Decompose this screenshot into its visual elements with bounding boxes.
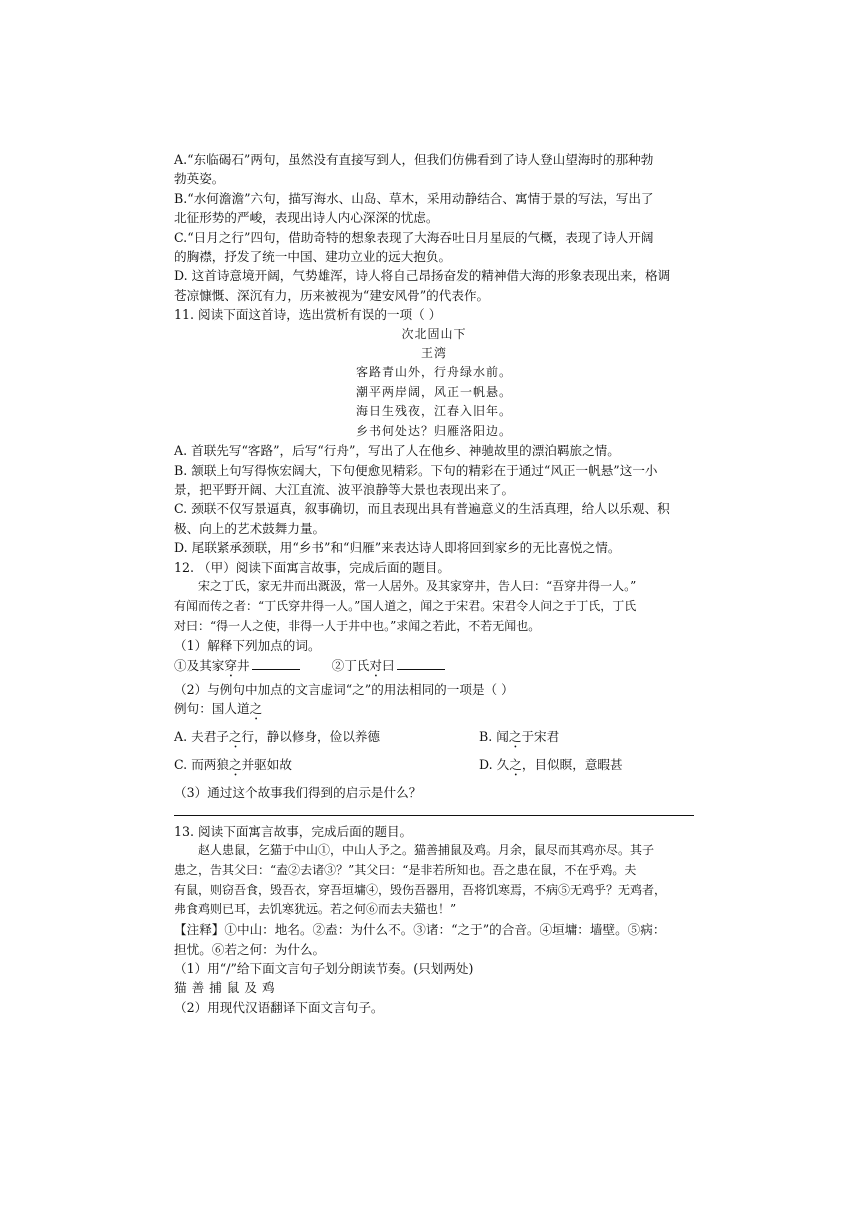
sub-question-1: （1）解释下列加点的词。 xyxy=(174,638,321,654)
poem-author: 王湾 xyxy=(420,346,447,361)
option-c-line-1: C. 颈联不仅写景逼真，叙事确切，而且表现出具有普遍意义的生活真理，给人以乐观、积 xyxy=(174,501,670,517)
rhythm-sentence[interactable]: 猫善捕鼠及鸡 xyxy=(174,980,280,996)
option-d: D. 久之，目似瞑，意暇甚 xyxy=(479,757,623,773)
sub-question-2: （2）与例句中加点的文言虚词“之”的用法相同的一项是（ ） xyxy=(174,681,514,697)
question-13-stem: 13. 阅读下面寓言故事，完成后面的题目。 xyxy=(174,823,413,839)
option-a-line-1: A.“东临碣石”两句，虽然没有直接写到人，但我们仿佛看到了诗人登山望海时的那种勃 xyxy=(174,152,654,167)
passage-line: 有鼠，则窃吾食，毁吾衣，穿吾垣墉④，毁伤吾器用，吾将饥寒焉，不病⑤无鸡乎？无鸡者， xyxy=(174,882,667,897)
question-11 xyxy=(174,305,694,557)
passage-line: 对曰：“得一人之使，非得一人于井中也。”求闻之若此，不若无闻也。 xyxy=(174,618,541,633)
sub-question-3: （3）通过这个故事我们得到的启示是什么？ xyxy=(174,785,422,801)
passage-line: 患之，告其父曰：“盍②去诸③？”其父曰：“是非若所知也。吾之患在鼠，不在乎鸡。夫 xyxy=(174,862,637,877)
passage-line: 宋之丁氏，家无井而出溉汲，常一人居外。及其家穿井，告人曰：“吾穿井得一人。” xyxy=(198,578,637,593)
question-11-stem: 11. 阅读下面这首诗，选出赏析有误的一项（ ） xyxy=(174,307,442,323)
option-b-line-2: 北征形势的严峻，表现出诗人内心深深的忧虑。 xyxy=(174,210,439,226)
options-row-1 xyxy=(174,727,694,751)
passage-line: 弗食鸡则已耳，去饥寒犹远。若之何⑥而去夫猫也！” xyxy=(174,902,457,917)
option-c: C. 而两狼之并驱如故 xyxy=(174,757,292,773)
exam-page xyxy=(174,150,694,1017)
option-c-line-2: 的胸襟，抒发了统一中国、建功立业的远大抱负。 xyxy=(174,249,452,265)
answer-line[interactable] xyxy=(174,815,694,816)
option-b-line-1: B.“水何澹澹”六句，描写海水、山岛、草木，采用动静结合、寓情于景的写法，写出了 xyxy=(174,190,654,206)
example-sentence: 例句：国人道之 xyxy=(174,701,263,717)
options-row-2 xyxy=(174,755,694,779)
sub-question-1: （1）用“/”给下面文言句子划分朗读节奏。(只划两处) xyxy=(174,960,474,976)
option-d-line-2: 苍凉慷慨、深沉有力，历来被视为“建安风骨”的代表作。 xyxy=(174,287,490,303)
option-d: D. 尾联紧承颈联，用“乡书”和“归雁”来表达诗人即将回到家乡的无比喜悦之情。 xyxy=(174,540,621,556)
option-b: B. 闻之于宋君 xyxy=(479,729,560,745)
annotation-line-1: 【注释】①中山：地名。②盍：为什么不。③诸：“之于”的合音。④垣墉：墙壁。⑤病： xyxy=(174,922,666,938)
sub-question-2: （2）用现代汉语翻译下面文言句子。 xyxy=(174,999,384,1015)
poem-title: 次北固山下 xyxy=(401,326,467,341)
question-10-options xyxy=(174,150,694,305)
option-d-line-1: D. 这首诗意境开阔，气势雄浑，诗人将自己昂扬奋发的精神借大海的形象表现出来，格调 xyxy=(174,268,671,284)
question-12-stem: 12. （甲）阅读下面寓言故事，完成后面的题目。 xyxy=(174,559,450,575)
option-a: A. 首联先写“客路”，后写“行舟”，写出了人在他乡、神驰故里的漂泊羁旅之情。 xyxy=(174,443,620,459)
option-c-line-2: 极、向上的艺术鼓舞力量。 xyxy=(174,520,326,536)
option-c-line-1: C.“日月之行”四句，借助奇特的想象表现了大海吞吐日月星辰的气概，表现了诗人开阔 xyxy=(174,229,654,245)
poem-line: 客路青山外，行舟绿水前。 xyxy=(355,365,512,380)
annotation-line-2: 担忧。⑥若之何：为什么。 xyxy=(174,941,326,957)
answer-blank[interactable] xyxy=(397,657,445,670)
passage-line: 赵人患鼠，乞猫于中山①，中山人予之。猫善捕鼠及鸡。月余，鼠尽而其鸡亦尽。其子 xyxy=(198,842,655,857)
option-b-line-1: B. 颔联上句写得恢宏阔大，下句便愈见精彩。下句的精彩在于通过“风正一帆悬”这一小 xyxy=(174,462,658,478)
passage-line: 有闻而传之者：“丁氏穿井得一人。”国人道之，闻之于宋君。宋君令人问之于丁氏，丁氏 xyxy=(174,598,637,613)
poem-line: 潮平两岸阔，风正一帆悬。 xyxy=(355,384,512,399)
sub-question-1-items: ①及其家穿井 ②丁氏对曰 xyxy=(174,656,694,680)
question-13 xyxy=(174,822,694,1018)
option-a: A. 夫君子之行，静以修身，俭以养德 xyxy=(174,729,381,745)
option-b-line-2: 景，把平野开阔、大江直流、波平浪静等大景也表现出来了。 xyxy=(174,481,515,497)
answer-blank[interactable] xyxy=(252,657,300,670)
question-12 xyxy=(174,558,694,816)
poem-line: 海日生残夜，江春入旧年。 xyxy=(355,404,512,419)
option-a-line-2: 勃英姿。 xyxy=(174,171,225,187)
poem-line: 乡书何处达？归雁洛阳边。 xyxy=(355,423,512,438)
